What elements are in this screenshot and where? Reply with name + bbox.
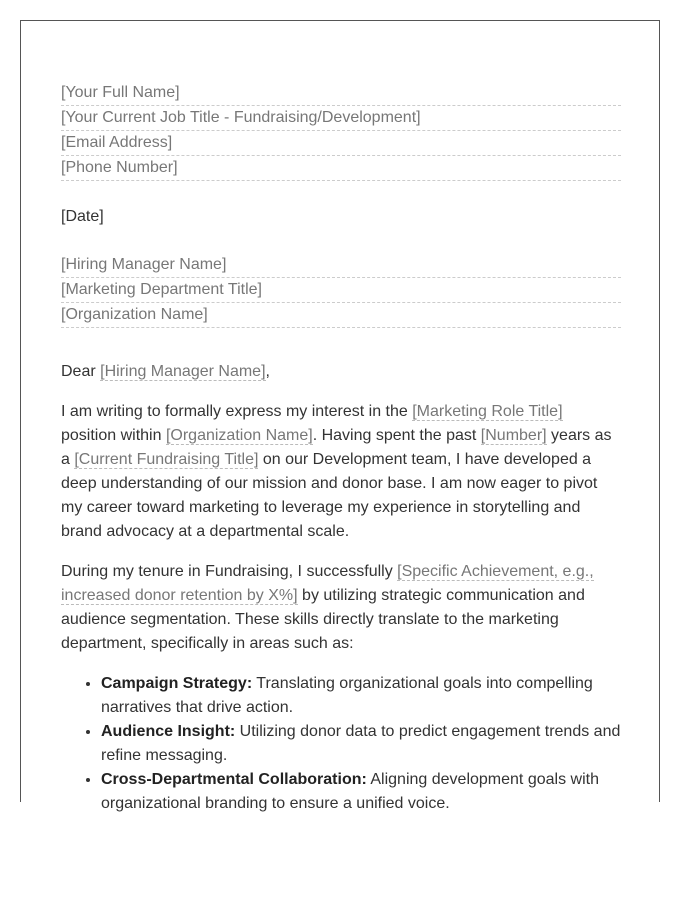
bullet-text: Utilizing donor data to predict engagement trends and refine messaging. — [101, 723, 621, 764]
sender-phone-field[interactable]: [Phone Number] — [61, 156, 621, 181]
intro-text-4: years as a — [61, 427, 612, 468]
bullet-title: Cross-Departmental Collaboration: — [101, 771, 367, 788]
sender-job-title-field[interactable]: [Your Current Job Title - Fundraising/Development] — [61, 106, 621, 131]
list-item — [101, 720, 621, 768]
paragraph-intro — [61, 400, 621, 544]
date-field[interactable]: [Date] — [61, 208, 104, 225]
achievement-text-1: During my tenure in Fundraising, I successfully — [61, 563, 398, 580]
bullet-text: Translating organizational goals into compelling narratives that drive action. — [101, 675, 593, 716]
bullet-title: Campaign Strategy: — [101, 675, 253, 692]
salutation — [61, 360, 621, 384]
intro-text-1: I am writing to formally express my interest in the — [61, 403, 413, 420]
salutation-prefix: Dear — [61, 363, 101, 380]
recipient-department-field[interactable]: [Marketing Department Title] — [61, 278, 621, 303]
skills-list — [61, 672, 621, 816]
specific-achievement-placeholder[interactable]: [Specific Achievement, e.g., increased donor retention by X%] — [61, 563, 594, 604]
bullet-text: Aligning development goals with organizational branding to ensure a unified voice. — [101, 771, 599, 812]
intro-text-5: on our Development team, I have developed a deep understanding of our mission and donor base. I am now eager to pivot my career toward marketing to leverage my experience in storytelling and brand advocacy at a departmental scale. — [61, 451, 598, 540]
letter-content — [61, 81, 621, 816]
list-item — [101, 672, 621, 720]
list-item — [101, 768, 621, 816]
letter-page — [20, 20, 660, 812]
recipient-block — [61, 253, 621, 328]
fundraising-title-placeholder[interactable]: [Current Fundraising Title] — [74, 451, 259, 468]
years-number-placeholder[interactable]: [Number] — [480, 427, 547, 444]
bullet-title: Audience Insight: — [101, 723, 236, 740]
sender-full-name-field[interactable]: [Your Full Name] — [61, 81, 621, 106]
recipient-manager-name-field[interactable]: [Hiring Manager Name] — [61, 253, 621, 278]
sender-block — [61, 81, 621, 181]
intro-text-3: . Having spent the past — [312, 427, 481, 444]
salutation-name-placeholder[interactable]: [Hiring Manager Name] — [100, 363, 266, 380]
recipient-organization-field[interactable]: [Organization Name] — [61, 303, 621, 328]
salutation-suffix: , — [265, 363, 270, 380]
achievement-text-2: by utilizing strategic communication and audience segmentation. These skills directly translate to the marketing department, specifically in areas such as: — [61, 587, 585, 652]
intro-text-2: position within — [61, 427, 166, 444]
paragraph-achievements — [61, 560, 621, 656]
organization-name-placeholder[interactable]: [Organization Name] — [165, 427, 313, 444]
sender-email-field[interactable]: [Email Address] — [61, 131, 621, 156]
marketing-role-title-placeholder[interactable]: [Marketing Role Title] — [412, 403, 563, 420]
